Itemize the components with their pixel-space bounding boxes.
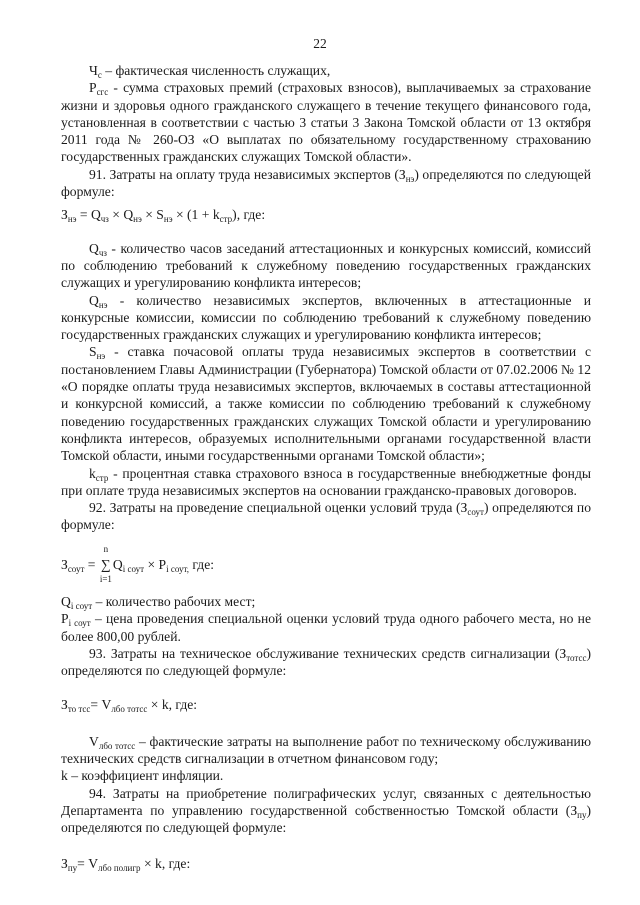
vlbo-definition: $V_{лбо тотсс}$ – фактические затраты на выполнение работ по техническому обслуживанию технических средств сигнализации в отчетном финансовом году; — [61, 733, 591, 767]
qchz-definition: $Q_{чз}$ - количество часов заседаний аттестационных и конкурсных комиссий, комиссий по соблюдению требований к служебному поведению государственных гражданских служащих и урегулированию конфликта интересов; — [61, 240, 591, 291]
item-93-text: 93. Затраты на техническое обслуживание технических средств сигнализации $(З_{тотсс})$ определяются по следующей формуле: — [61, 645, 591, 679]
item-94-text: 94. Затраты на приобретение полиграфических услуг, связанных с деятельностью Департамента по управлению государственной собственностью Томской области $(З_{пу})$ определяются по следующей формуле: — [61, 785, 591, 836]
sne-definition: $S_{нэ}$ - ставка почасовой оплаты труда независимых экспертов в соответствии с постановлением Главы Администрации (Губернатора) Томской области от 07.02.2006 № 12 «О порядке оплаты труда независимых экспертов, включаемых в составы аттестационной и конкурсной комиссий, а также комиссии по соблюдению требований к служебному поведению государственных гражданских служащих Томской области и урегулированию конфликта интересов, образуемых исполнительными органами государственной власти Томской области, иными государственными органами Томской области»; — [61, 344, 591, 464]
summation-sign — [99, 543, 112, 584]
page-number: 22 — [313, 36, 327, 51]
formula-93: $З_{то тсс}= V_{лбо тотсс} \times k$, где: — [61, 696, 198, 714]
sum-upper-limit: n — [103, 543, 109, 554]
qne-definition: $Q_{нэ}$ - количество независимых экспертов, включенных в аттестационные и конкурсные комиссии, комиссии по соблюдению требований к служебному поведению государственных гражданских служащих и урегулированию конфликта интересов; — [61, 292, 591, 343]
qisout-definition: $Q_{i соут}$ – количество рабочих мест; — [61, 594, 256, 612]
formula-91: $З_{нэ} = Q_{чз} \times Q_{нэ} \times S_{нэ} \times (1 + k_{стр})$, где: — [61, 207, 266, 225]
item-91-text: 91. Затраты на оплату труда независимых экспертов $(З_{нэ})$ определяются по следующей формуле: — [61, 166, 591, 200]
item-92-text: 92. Затраты на проведение специальной оценки условий труда $(З_{соут})$ определяются по формуле: — [61, 500, 591, 533]
k-definition: k – коэффициент инфляции. — [61, 768, 224, 784]
pisout-definition: $P_{i соут}$ – цена проведения специальной оценки условий труда одного рабочего места, но не более 800,00 рублей. — [61, 611, 591, 644]
formula-92-right: $Q_{i соут} \times P_{i соут,}$ где: — [112, 556, 215, 574]
sum-sign: ∑ — [101, 556, 111, 572]
chs-definition: $Ч_с$ – фактическая численность служащих, — [89, 63, 331, 80]
formula-92-left: $З_{соут}$ = — [61, 556, 99, 574]
formula-92 — [61, 543, 591, 584]
rsgs-definition: $Р_{сгс}$ - сумма страховых премий (страховых взносов), выплачиваемых за страхование жизни и здоровья одного гражданского служащего в течение текущего финансового года, установленная в соответствии с частью 3 статьи 3 Закона Томской области от 13 октября 2011 года № 260-ОЗ «О выплатах по обязательному государственному страхованию государственных гражданских служащих Томской области». — [61, 80, 591, 165]
formula-94: $З_{пу}= V_{лбо полигр} \times k$, где: — [61, 855, 191, 873]
kstr-definition: $k_{стр}$ - процентная ставка страхового взноса в государственные внебюджетные фонды при оплате труда независимых экспертов на основании гражданско-правовых договоров. — [61, 465, 591, 498]
sum-lower-limit: i=1 — [99, 573, 112, 584]
document-body — [61, 62, 591, 872]
